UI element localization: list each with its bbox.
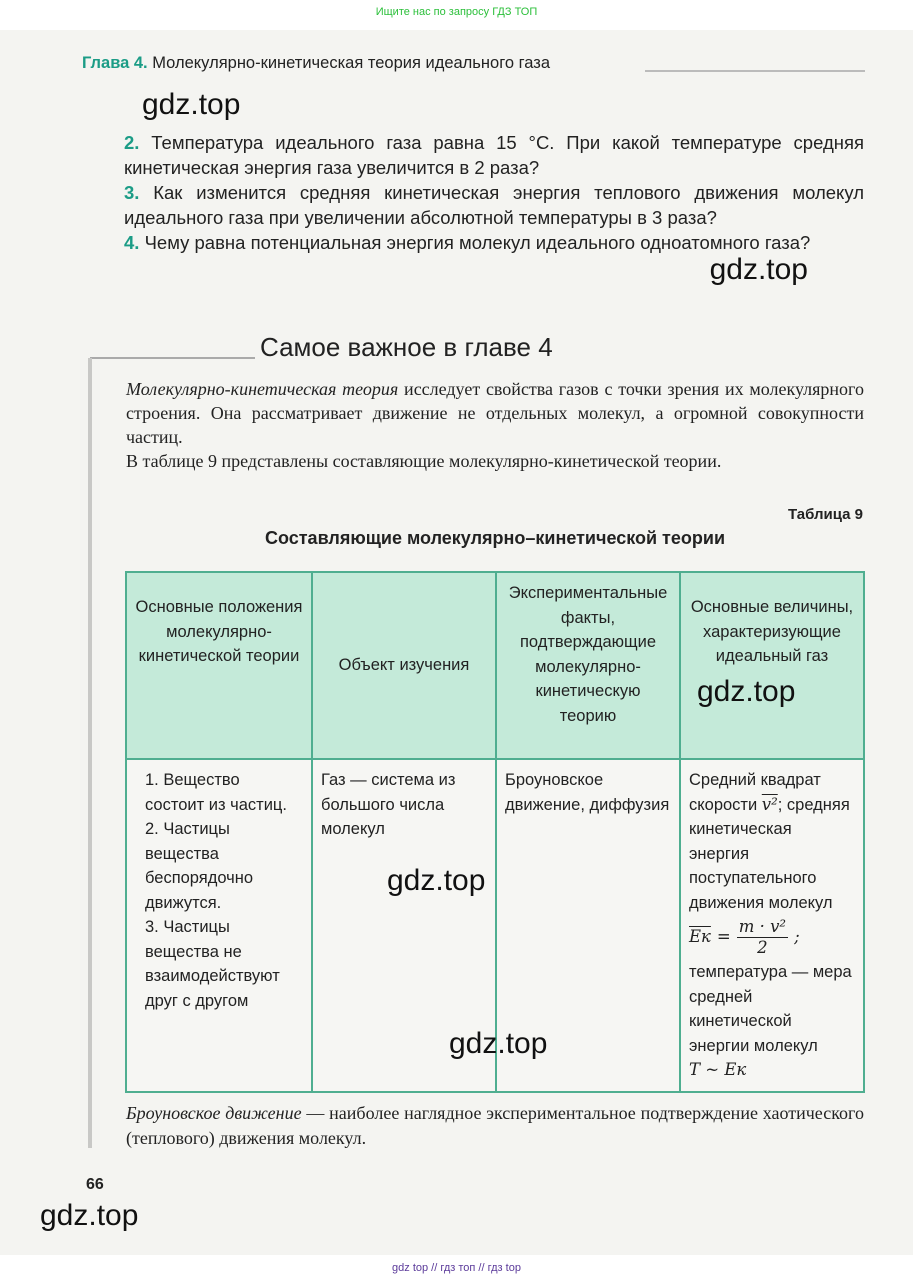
question-number: 4. <box>124 232 140 253</box>
header-cell: Экспериментальные факты, подтверждающие молекулярно-кинетическую теорию <box>496 572 680 759</box>
position-item: 2. Частицы вещества беспорядочно движутся. <box>145 820 254 912</box>
temperature-formula: T ~ Eк <box>689 1060 747 1079</box>
watermark: gdz.top <box>449 1027 548 1060</box>
formula-denominator: 2 <box>757 938 768 957</box>
cell-quantities <box>680 759 864 1092</box>
running-head <box>82 54 550 73</box>
mean-square-velocity: v² <box>761 794 778 814</box>
header-cell-quantities <box>680 572 864 759</box>
quantity-text: температура — мера средней кинетической энергии молекул <box>689 963 852 1055</box>
mkt-table <box>125 571 865 1093</box>
header-cell: Основные величины, характеризующие идеальный газ <box>690 598 854 665</box>
page-number: 66 <box>86 1176 104 1193</box>
table-number: Таблица 9 <box>787 506 863 523</box>
table-header-row <box>126 572 864 759</box>
watermark: gdz.top <box>697 674 796 708</box>
table-row <box>126 759 864 1092</box>
object-text: Газ — система из большого числа молекул <box>321 771 456 838</box>
footer-links[interactable]: gdz top // гдз топ // гдз top <box>392 1262 521 1274</box>
formula-numerator: m · v² <box>738 917 787 936</box>
top-banner[interactable]: Ищите нас по запросу ГДЗ ТОП <box>375 6 538 18</box>
facts-text: Броуновское движение, диффузия <box>505 771 670 814</box>
intro-term: Молекулярно-кинетическая теория <box>126 379 399 399</box>
watermark: gdz.top <box>142 88 241 121</box>
conclusion-text <box>126 1101 864 1151</box>
watermark: gdz.top <box>709 253 808 286</box>
header-cell: Основные положения молекулярно-кинетической теории <box>126 572 312 759</box>
intro-text <box>126 377 864 473</box>
header-cell: Объект изучения <box>312 572 496 759</box>
question <box>124 230 864 255</box>
question <box>124 180 864 230</box>
section-side-bar <box>88 358 92 1148</box>
question-text: Чему равна потенциальная энергия молекул идеального одноатомного газа? <box>144 232 811 253</box>
intro-second: В таблице 9 представлены составляющие молекулярно-кинетической теории. <box>126 451 722 471</box>
quantity-text: Средний квадрат скорости <box>689 771 821 814</box>
cell-facts <box>449 759 680 1092</box>
questions-list <box>124 130 864 287</box>
intro-rest: исследует свойства газов с точки зрения их молекулярного строения. Она рассматривает движение не отдельных молекул, а огромной совокупности частиц. <box>126 379 864 447</box>
formula-lhs: Eк <box>689 927 711 947</box>
watermark: gdz.top <box>387 863 486 897</box>
position-item: 1. Вещество состоит из частиц. <box>145 771 287 814</box>
question-number: 3. <box>124 182 140 203</box>
title-rule <box>90 357 255 359</box>
question-number: 2. <box>124 132 140 153</box>
position-item: 3. Частицы вещества не взаимодействуют друг с другом <box>145 918 280 1010</box>
header-rule <box>645 70 865 72</box>
chapter-title: Молекулярно-кинетическая теория идеального газа <box>152 54 550 72</box>
cell-positions <box>126 759 312 1092</box>
watermark: gdz.top <box>40 1199 139 1232</box>
question-text: Температура идеального газа равна 15 °С. При какой температуре средняя кинетическая энергия газа увеличится в 2 раза? <box>124 132 864 178</box>
table-caption: Составляющие молекулярно–кинетической теории <box>264 528 726 548</box>
question <box>124 130 864 180</box>
section-title: Самое важное в главе 4 <box>260 332 553 362</box>
conclusion-rest: — наиболее наглядное экспериментальное подтверждение хаотического (теплового) движения молекул. <box>126 1103 864 1148</box>
conclusion-term: Броуновское движение <box>126 1103 302 1123</box>
chapter-label: Глава 4. <box>82 54 148 72</box>
quantity-text: ; средняя кинетическая энергия поступательного движения молекул <box>689 795 850 912</box>
question-text: Как изменится средняя кинетическая энергия теплового движения молекул идеального газа при увеличении абсолютной температуры в 3 раза? <box>124 182 864 228</box>
energy-formula: Eк = $\frac{\text{m · v²}}{2}$ ; <box>689 917 800 957</box>
